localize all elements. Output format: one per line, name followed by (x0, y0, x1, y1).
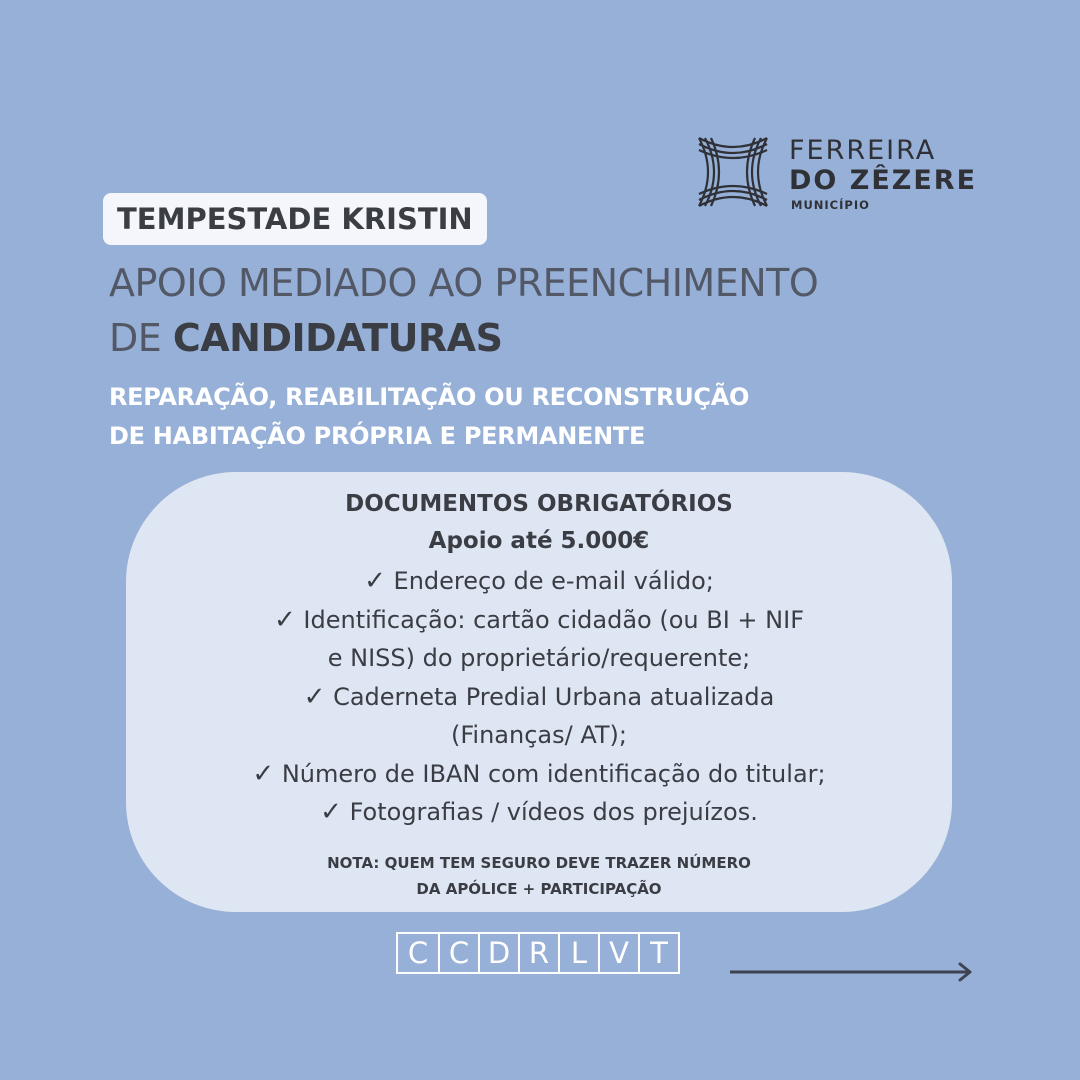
list-item-text: Identificação: cartão cidadão (ou BI + NIF (303, 605, 804, 634)
title-line2-bold: CANDIDATURAS (172, 316, 503, 360)
logo-line3: MUNICÍPIO (791, 198, 870, 212)
list-item-text: Número de IBAN com identificação do titular; (281, 759, 826, 788)
insurance-note (126, 850, 952, 902)
card-heading (126, 486, 952, 560)
title-line1: APOIO MEDIADO AO PREENCHIMENTO (109, 261, 819, 305)
list-item-continuation (126, 716, 952, 755)
subtitle-line2: DE HABITAÇÃO PRÓPRIA E PERMANENTE (109, 422, 646, 450)
card-heading-support: Apoio até 5.000€ (428, 528, 650, 554)
check-icon: ✓ (364, 566, 386, 596)
ccdr-letter: C (438, 934, 478, 972)
required-documents-card (126, 472, 952, 912)
list-item (126, 601, 952, 640)
ccdr-letter: V (598, 934, 638, 972)
check-icon: ✓ (252, 758, 275, 789)
list-item-text: Fotografias / vídeos dos prejuízos. (349, 798, 758, 826)
ccdr-letter: R (518, 934, 558, 972)
logo-line1: FERREIRA (789, 135, 937, 166)
list-item (126, 755, 952, 794)
note-line2: DA APÓLICE + PARTICIPAÇÃO (416, 879, 662, 898)
list-item-text: Caderneta Predial Urbana atualizada (333, 682, 775, 711)
ccdrlvt-logo (396, 932, 680, 974)
page-title (109, 256, 818, 366)
list-item-text: e NISS) do proprietário/requerente; (327, 644, 751, 672)
check-icon: ✓ (320, 797, 342, 827)
badge-label: TEMPESTADE KRISTIN (117, 202, 473, 236)
list-item (126, 793, 952, 832)
list-item-text: Endereço de e-mail válido; (393, 567, 714, 595)
ccdr-letter: C (407, 936, 429, 970)
list-item (126, 678, 952, 717)
note-line1: NOTA: QUEM TEM SEGURO DEVE TRAZER NÚMERO (327, 853, 751, 872)
arrow-right-icon (728, 961, 974, 983)
list-item-continuation (126, 639, 952, 678)
subtitle-line1: REPARAÇÃO, REABILITAÇÃO OU RECONSTRUÇÃO (109, 383, 750, 411)
storm-name-badge (103, 193, 487, 245)
municipality-logo-text (789, 136, 977, 212)
subtitle (109, 378, 749, 456)
document-list (126, 562, 952, 832)
ccdr-letter: L (558, 934, 598, 972)
municipality-logo-mark (693, 132, 773, 212)
check-icon: ✓ (273, 604, 296, 635)
ccdr-letter: T (638, 934, 678, 972)
card-heading-title: DOCUMENTOS OBRIGATÓRIOS (345, 491, 733, 517)
title-line2 (109, 311, 818, 366)
list-item-text: (Finanças/ AT); (450, 721, 627, 749)
logo-line2: DO ZÊZERE (789, 165, 978, 196)
list-item (126, 562, 952, 601)
ccdr-letter: D (478, 934, 518, 972)
title-line2-prefix: DE (109, 316, 173, 360)
check-icon: ✓ (303, 681, 326, 712)
